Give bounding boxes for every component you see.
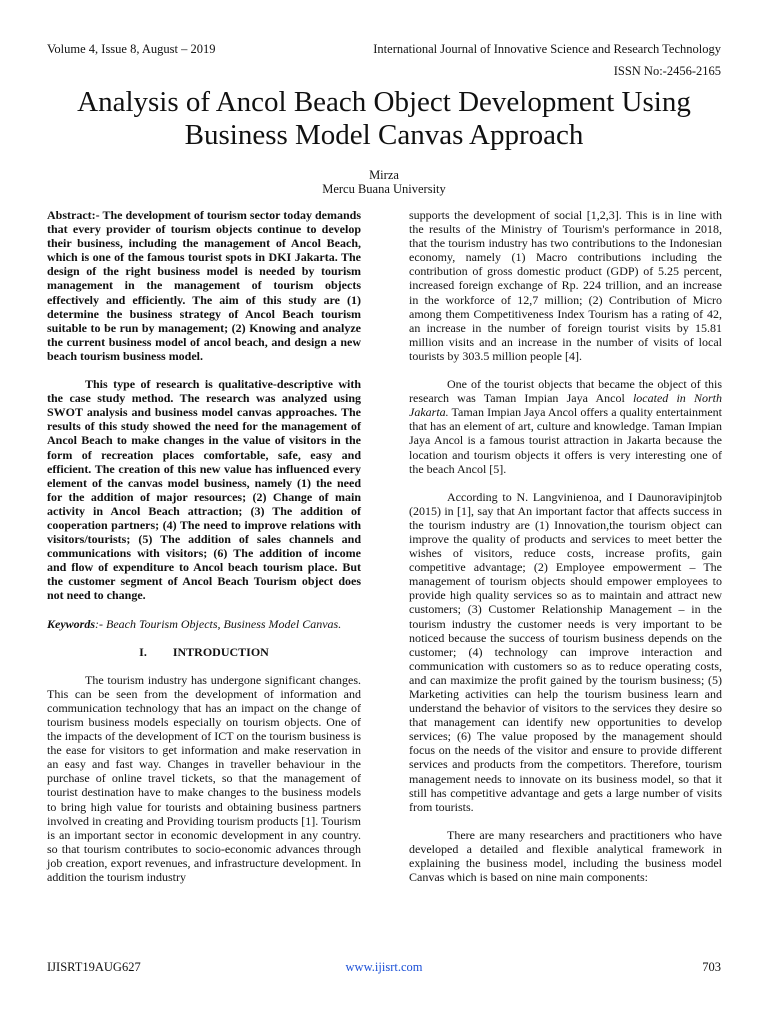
- section-title: INTRODUCTION: [172, 644, 269, 659]
- author-affiliation: Mercu Buana University: [322, 182, 446, 196]
- section-number: I.: [139, 644, 147, 659]
- body-paragraph-2-c: Taman Impian Jaya Ancol offers a quality entertainment that has an element of art, culture and knowledge. Taman Impian Jaya Ancol is a famous tourist attraction in Jakarta because the location and tourism objects it offers is very interesting one of the beach Ancol [5].: [409, 405, 722, 476]
- journal-name: International Journal of Innovative Science and Research Technology: [373, 42, 721, 56]
- right-column: [409, 208, 722, 898]
- keywords-text: :- Beach Tourism Objects, Business Model Canvas.: [95, 616, 342, 631]
- body-paragraph-4: There are many researchers and practitioners who have developed a detailed and flexible analytical framework in explaining the business model, including the business model Canvas which is based on nine main components:: [409, 827, 722, 885]
- abstract-paragraph-2: This type of research is qualitative-descriptive with the case study method. The research was analyzed using SWOT analysis and business model canvas approaches. The results of this study showed the need for the management of Ancol Beach to make changes in the value of visitors in the form of recreation places comfortable, safe, easy and efficient. The creation of this new value has influenced every element of the canvas model business, namely (1) the need for the addition of major resources; (2) Change of main activity in Ancol Beach attraction; (3) The addition of cooperation partners; (4) The need to improve relations with visitors/tourists; (5) The addition of sales channels and communications with visitors; (6) The addition of income and flow of expenditure to Ancol beach tourism place. But the customer segment of Ancol Beach Tourism object does not need to change.: [47, 377, 361, 603]
- abstract-paragraph-1: [47, 208, 361, 363]
- author-name: Mirza: [369, 168, 399, 182]
- page-number: 703: [702, 960, 721, 974]
- volume-issue: Volume 4, Issue 8, August – 2019: [47, 42, 216, 56]
- footer-website: [0, 960, 768, 975]
- keywords-label: Keywords: [47, 616, 95, 631]
- body-paragraph-2-a: One of the tourist objects that became the object of this research was Taman Impian Jaya Ancol: [409, 377, 722, 406]
- abstract-text-1: The development of tourism sector today demands that every provider of tourism objects continue to develop their business, including the management of Ancol Beach, which is one of the famous tourist spots in DKI Jakarta. The design of the right business model is needed by tourism management in the management of tourism objects effectively and efficiently. The aim of this study are (1) determine the business strategy of Ancol Beach tourism suitable to be run by management; (2) Knowing and analyze the current business model of ancol beach, and design a new beach tourism business model.: [47, 208, 361, 363]
- intro-paragraph-1: The tourism industry has undergone significant changes. This can be seen from the development of information and communication technology that has an impact on the change of tourism business models especially on tourism objects. One of the impacts of the development of ICT on the tourism business is the ease for visitors to get information and make reservation in an easy and fast way. Changes in traveller behaviour in the purchase of online travel tickets, so that the management of tourist destination have to make changes to the business models to bring high value for tourists and obtaining business partners involved in creating and Providing tourism products [1]. Tourism is an important sector in economic development in any country. so that tourism contributes to socio-economic advances through job creation, export revenues, and infrastructure development. In addition the tourism industry: [47, 672, 361, 885]
- abstract-label: Abstract:-: [47, 208, 100, 222]
- paper-id: IJISRT19AUG627: [47, 960, 141, 974]
- section-heading-introduction: [47, 645, 361, 659]
- keywords: [47, 617, 361, 631]
- body-paragraph-3: According to N. Langvinienoa, and I Daunoravipinjtob (2015) in [1], say that An important factor that affects success in the tourism industry are (1) Innovation,the tourism object can improve the quality of products and services to meet better the wishes of visitors, reduce costs, increase profits, gain competitive advantage; (2) Employee empowerment – The management of tourism objects should empower employees to provide high quality services so as to maintain and attract new customers; (3) Customer Relationship Management – in the tourism industry the customer needs is very important to be noticed because the success of tourism business depends on the customer; (4) technology can improve interaction and communication with customers so as to reduce operating costs, and can maximize the profit gained by the tourism business; (5) Marketing activities can help the tourism business learn and understand the behavior of visitors to the services they desire so that management can identify new opportunities to develop services; (6) The value proposed by the management should focus on the needs of the visitor and ensure to provide different services and products from the competitors. Therefore, tourism management needs to innovate on its business model, so that it still has competitive advantage and gets a large number of visits from tourists.: [409, 489, 722, 814]
- body-paragraph-2-location: located in North Jakarta.: [409, 391, 722, 420]
- paper-title: Analysis of Ancol Beach Object Development Using Business Model Canvas Approach: [77, 86, 691, 151]
- website-link[interactable]: www.ijisrt.com: [345, 960, 423, 974]
- issn: ISSN No:-2456-2165: [613, 64, 721, 78]
- left-column: [47, 208, 361, 898]
- body-paragraph-2: [409, 377, 722, 476]
- body-paragraph-1: supports the development of social [1,2,3]. This is in line with the results of the Ministry of Tourism's performance in 2018, that the tourism industry has two contributions to the Indonesian economy, namely (1) Macro contributions including the contribution of gross domestic product (GDP) of 5.25 percent, increased foreign exchange of Rp. 224 trillion, and an increase in the workforce of 12,7 million; (2) Contribution of Micro among them Competitiveness Index Tourism has a rating of 42, an increase in the number of foreign tourist visits by 15.81 million visits and an increase in the number of visits of local tourists by 303.5 million people [4].: [409, 208, 722, 363]
